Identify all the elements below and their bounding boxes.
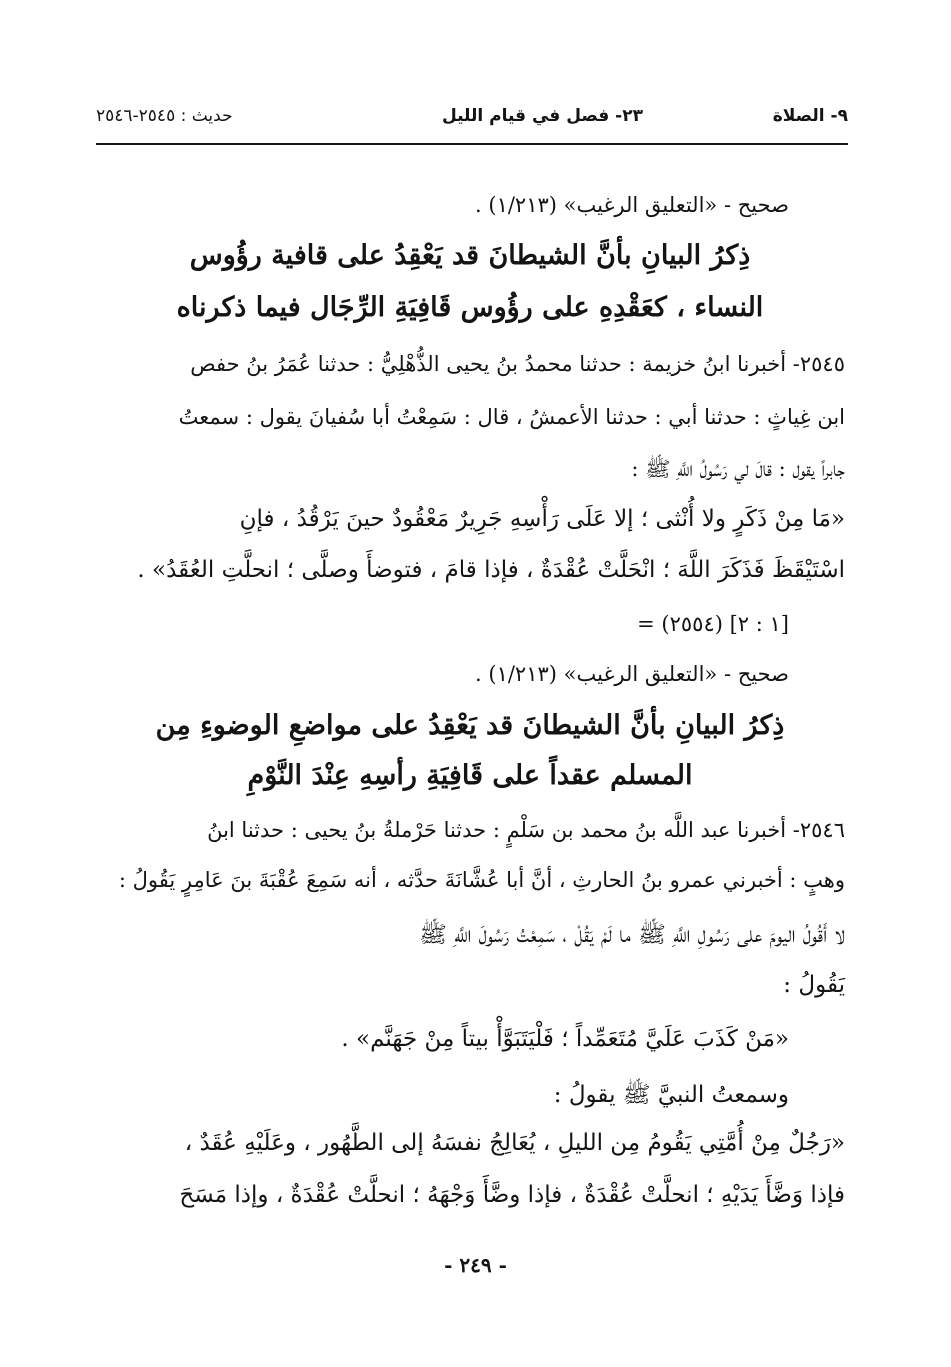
page-number: - ٢٤٩ - — [444, 1253, 507, 1277]
hadith-text-line: يَقُولُ : — [783, 972, 845, 998]
hadith-quote-line: «رَجُلٌ مِنْ أُمَّتِي يَقُومُ مِن الليلِ ، يُعَالِجُ نفسَهُ إلى الطَّهُور ، وعَلَيْهِ عُقَدٌ ، — [184, 1130, 845, 1156]
hadith-range: حديث : ٢٥٤٥-٢٥٤٦ — [96, 106, 233, 126]
hadith-text-line: وسمعتُ النبيَّ ﷺ يقولُ : — [553, 1082, 789, 1108]
hadith-quote-line: «مَنْ كَذَبَ عَلَيَّ مُتَعَمِّداً ؛ فَلْيَتَبَوَّأْ بيتاً مِنْ جَهَنَّم» . — [341, 1026, 789, 1052]
reference-line: = (٢٥٥٤) [١ : ٢] — [637, 612, 789, 636]
section-title: ٢٣- فصل في قيام الليل — [441, 106, 643, 126]
chapter-heading: ذِكرُ البيانِ بأنَّ الشيطانَ قد يَعْقِدُ على مواضعِ الوضوءِ مِن — [155, 710, 785, 741]
chapter-title: ٩- الصلاة — [772, 106, 848, 126]
grading-line: صحيح - «التعليق الرغيب» (١/٢١٣) . — [475, 662, 789, 686]
hadith-text-line: ٢٥٤٥- أخبرنا ابنُ خزيمة : حدثنا محمدُ بنُ يحيى الذُّهْلِيُّ : حدثنا عُمَرُ بنُ حفص — [190, 352, 845, 376]
hadith-quote-line: اسْتَيْقَظَ فَذَكَرَ اللَّهَ ؛ انْحَلَّتْ عُقْدَةٌ ، فإذا قامَ ، فتوضأَ وصلَّى ؛ انحلَّتِ العُقَدُ» . — [137, 557, 845, 583]
chapter-heading: ذِكرُ البيانِ بأنَّ الشيطانَ قد يَعْقِدُ على قافية رؤُوس — [189, 240, 751, 271]
grading-line: صحيح - «التعليق الرغيب» (١/٢١٣) . — [475, 193, 789, 217]
hadith-quote-line: فإذا وَضَّأَ يَدَيْهِ ؛ انحلَّتْ عُقْدَةٌ ، فإذا وضَّأَ وَجْهَهُ ؛ انحلَّتْ عُقْدَةٌ ، وإذا مَسَحَ — [179, 1182, 845, 1208]
hadith-text-line: جابراً يقول : قالَ لي رَسُولُ اللَّهِ ﷺ : — [631, 457, 845, 481]
hadith-text-line: وهبٍ : أخبرني عمرو بنُ الحارثِ ، أنَّ أبا عُشَّانَةَ حدَّثه ، أنه سَمِعَ عُقْبَةَ بنَ عَامِرٍ يَقُولُ : — [118, 868, 845, 892]
hadith-text-line: لا أَقُولُ اليومَ على رَسُولِ اللَّهِ ﷺ ما لَمْ يَقُلْ ، سَمِعْتُ رَسُولَ اللَّهِ ﷺ — [419, 922, 845, 948]
hadith-text-line: ٢٥٤٦- أخبرنا عبد اللَّه بنُ محمد بن سَلْمٍ : حدثنا حَرْملةُ بنُ يحيى : حدثنا ابنُ — [207, 818, 845, 842]
header-divider — [96, 143, 848, 145]
running-header — [96, 102, 848, 132]
hadith-quote-line: «مَا مِنْ ذَكَرٍ ولا أُنْثى ؛ إلا عَلَى رَأْسِهِ جَرِيرٌ مَعْقُودٌ حينَ يَرْقُدُ ، فإنِ — [239, 506, 845, 532]
hadith-text-line: ابن غِياثٍ : حدثنا أبي : حدثنا الأعمشُ ، قال : سَمِعْتُ أبا سُفيانَ يقول : سمعتُ — [178, 405, 845, 429]
chapter-heading: النساء ، كعَقْدِهِ على رؤُوس قَافِيَةِ الرِّجَال فيما ذكرناه — [176, 292, 764, 323]
chapter-heading: المسلم عقداً على قَافِيَةِ رأسِهِ عِنْدَ النَّوْمِ — [247, 760, 693, 791]
